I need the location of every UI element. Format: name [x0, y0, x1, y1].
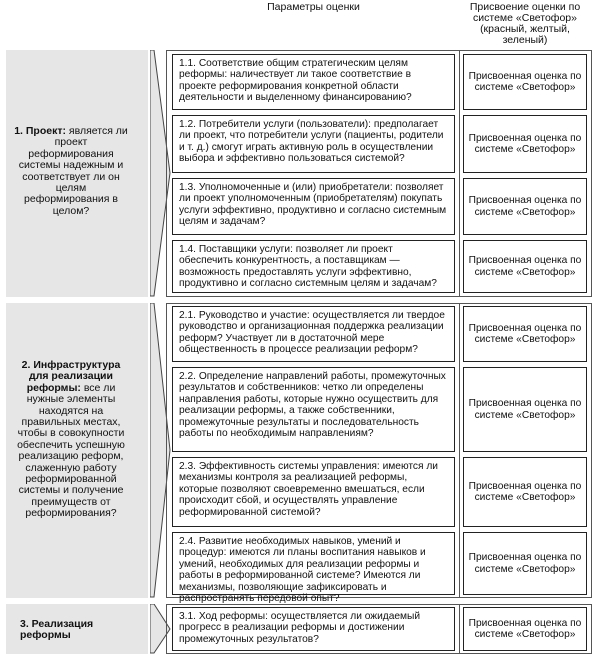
criterion-2-1: 2.1. Руководство и участие: осуществляется ли твердое руководство и организационная поддержка реализации реформ? Участвует ли в достаточной мере общественность в процессе реализации реформ?	[172, 306, 455, 362]
section-1-label	[12, 126, 130, 217]
section-3-title: 3. Реализация реформы	[20, 618, 94, 642]
section-2-text: все ли нужные элементы находятся на правильных местах, чтобы в совокупности обеспечить успешную реализацию реформ, слаженную работу реформированной системы и получение преимуществ от реформирования?	[17, 381, 125, 520]
rating-box-3-1: Присвоенная оценка по системе «Светофор»	[463, 607, 587, 651]
rating-box-2-1: Присвоенная оценка по системе «Светофор»	[463, 306, 587, 362]
section-1-title: 1. Проект:	[14, 125, 66, 137]
params-header: Параметры оценки	[267, 1, 360, 13]
rating-box-1-4: Присвоенная оценка по системе «Светофор»	[463, 240, 587, 293]
criterion-1-3: 1.3. Уполномоченные и (или) приобретатели: позволяет ли проект уполномоченным (приобретателям) покупать услуги эффективно, продуктивно и согласно системным целям и задачам?	[172, 178, 455, 235]
criterion-1-4: 1.4. Поставщики услуги: позволяет ли проект обеспечить конкурентность, а поставщикам — возможность предоставлять услуги эффективно, продуктивно и согласно системным целям и задачам?	[172, 240, 455, 293]
criterion-2-2: 2.2. Определение направлений работы, промежуточных результатов и собственников: четко ли определены направления работы, которые нужно осуществить для реализации реформы, а также собственники, промежуточные результаты и последовательность работы по необходимым направлениям?	[172, 367, 455, 452]
criterion-2-4: 2.4. Развитие необходимых навыков, умений и процедур: имеются ли планы воспитания навыков и умений, необходимых для реализации реформы и работы в реформированной системе? Имеются ли механизмы, позволяющие зафиксировать и распространять передовой опыт?	[172, 532, 455, 595]
criterion-3-1: 3.1. Ход реформы: осуществляется ли ожидаемый прогресс в реализации реформы и достижении промежуточных результатов?	[172, 607, 455, 651]
rating-box-2-4: Присвоенная оценка по системе «Светофор»	[463, 532, 587, 595]
section-1-text: является ли проект реформирования системы надежным и соответствует ли он целям реформирования в целом?	[18, 125, 128, 217]
section-2-title: 2. Инфраструктура для реализации реформы:	[21, 359, 121, 394]
criterion-1-2: 1.2. Потребители услуги (пользователи): предполагает ли проект, что потребители услуги (пациенты, родители и т. д.) смогут играть активную роль в осуществлении выбора и эффективно пользоваться системой?	[172, 115, 455, 173]
rating-box-2-2: Присвоенная оценка по системе «Светофор»	[463, 367, 587, 452]
rating-header: Присвоение оценки по системе «Светофор» (красный, желтый, зеленый)	[469, 1, 581, 46]
rating-box-2-3: Присвоенная оценка по системе «Светофор»	[463, 457, 587, 527]
criterion-2-3: 2.3. Эффективность системы управления: имеются ли механизмы контроля за реализацией реформы, которые позволяют своевременно вмешаться, если происходит сбой, и осуществлять управление реформированной системой?	[172, 457, 455, 527]
rating-box-1-2: Присвоенная оценка по системе «Светофор»	[463, 115, 587, 173]
rating-box-1-3: Присвоенная оценка по системе «Светофор»	[463, 178, 587, 235]
criterion-1-1: 1.1. Соответствие общим стратегическим целям реформы: наличествует ли такое соответствие в проекте реформирования конкретной области деятельности и выделенному финансированию?	[172, 54, 455, 110]
rating-box-1-1: Присвоенная оценка по системе «Светофор»	[463, 54, 587, 110]
section-2-label	[12, 360, 130, 520]
section-3-label	[20, 619, 138, 642]
